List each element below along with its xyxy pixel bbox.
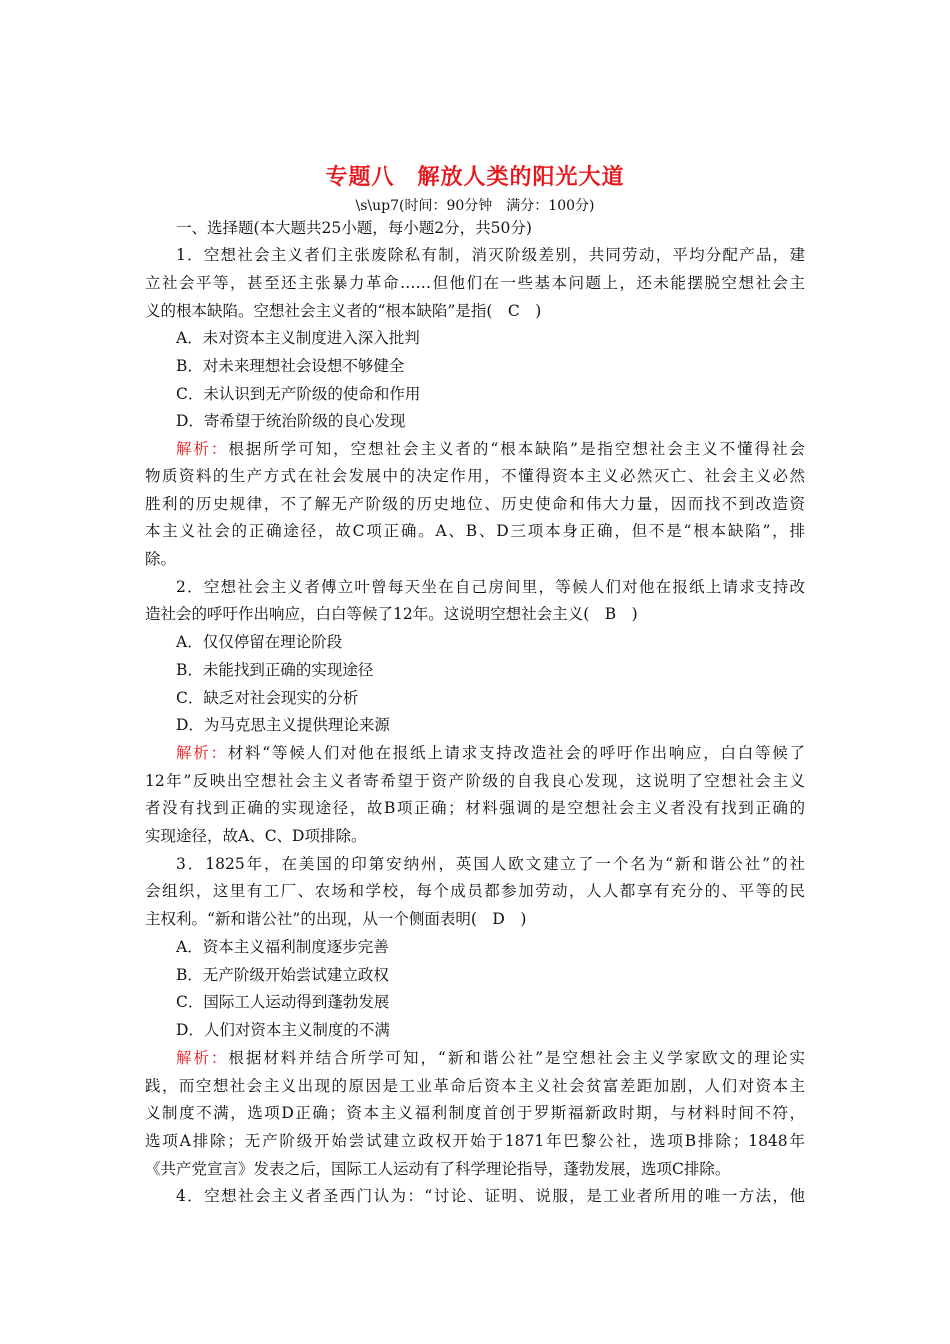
page-title: 专题八 解放人类的阳光大道 [325, 164, 625, 190]
explanation-label: 解析： [176, 1049, 229, 1067]
question-1-explanation-line-1: 解析：根据所学可知，空想社会主义者的“根本缺陷”是指空想社会主义不懂得社会 [176, 440, 805, 458]
question-1-line-3: 义的根本缺陷。空想社会主义者的“根本缺陷”是指( C ) [145, 302, 542, 320]
explanation-label: 解析： [176, 744, 228, 762]
question-2-option-b: B．未能找到正确的实现途径 [176, 661, 374, 679]
question-2-line-1: 2．空想社会主义者傅立叶曾每天坐在自己房间里，等候人们对他在报纸上请求支持改 [176, 578, 805, 596]
section-heading: 一、选择题(本大题共25小题，每小题2分，共50分) [176, 219, 532, 237]
question-2-explanation-line-4: 实现途径，故A、C、D项排除。 [145, 827, 367, 845]
question-1-explanation-line-3: 胜利的历史规律，不了解无产阶级的历史地位、历史使命和伟大力量，因而找不到改造资 [145, 495, 805, 513]
question-3-option-a: A．资本主义福利制度逐步完善 [176, 938, 389, 956]
question-2-explanation-line-3: 者没有找到正确的实现途径，故B项正确；材料强调的是空想社会主义者没有找到正确的 [145, 799, 805, 817]
question-2-option-c: C．缺乏对社会现实的分析 [176, 689, 359, 707]
explanation-label: 解析： [176, 440, 229, 458]
question-3-option-b: B．无产阶级开始尝试建立政权 [176, 966, 389, 984]
question-1-explanation-line-2: 物质资料的生产方式在社会发展中的决定作用，不懂得资本主义必然灭亡、社会主义必然 [145, 467, 805, 485]
question-3-explanation-line-4: 选项A排除；无产阶级开始尝试建立政权开始于1871年巴黎公社，选项B排除；1848年 [145, 1132, 805, 1150]
question-2-option-a: A．仅仅停留在理论阶段 [176, 633, 343, 651]
question-1-option-b: B．对未来理想社会设想不够健全 [176, 357, 405, 375]
question-2-line-2: 造社会的呼吁作出响应，白白等候了12年。这说明空想社会主义( B ) [145, 605, 638, 623]
question-3-option-d: D．人们对资本主义制度的不满 [176, 1021, 390, 1039]
question-3-explanation-line-3: 义制度不满，选项D正确；资本主义福利制度首创于罗斯福新政时期，与材料时间不符， [145, 1104, 805, 1122]
question-3-explanation-line-5: 《共产党宣言》发表之后，国际工人运动有了科学理论指导，蓬勃发展，选项C排除。 [145, 1160, 731, 1178]
question-3-line-1: 3．1825年，在美国的印第安纳州，英国人欧文建立了一个名为“新和谐公社”的社 [176, 855, 805, 873]
question-1-option-c: C．未认识到无产阶级的使命和作用 [176, 385, 421, 403]
question-4-line-1: 4．空想社会主义者圣西门认为：“讨论、证明、说服，是工业者所用的唯一方法，他 [176, 1187, 805, 1205]
question-3-explanation-line-1: 解析：根据材料并结合所学可知，“新和谐公社”是空想社会主义学家欧文的理论实 [176, 1049, 805, 1067]
question-2-explanation-line-2: 12年”反映出空想社会主义者寄希望于资产阶级的自我良心发现，这说明了空想社会主义 [145, 772, 805, 790]
question-3-explanation-line-2: 践，而空想社会主义出现的原因是工业革命后资本主义社会贫富差距加剧，人们对资本主 [145, 1077, 805, 1095]
question-2-explanation-line-1: 解析：材料“等候人们对他在报纸上请求支持改造社会的呼吁作出响应，白白等候了 [176, 744, 805, 762]
question-1-option-d: D．寄希望于统治阶级的良心发现 [176, 412, 406, 430]
question-3-line-3: 主权利。“新和谐公社”的出现，从一个侧面表明( D ) [145, 910, 527, 928]
question-1-line-1: 1．空想社会主义者们主张废除私有制，消灭阶级差别，共同劳动，平均分配产品，建 [176, 246, 805, 264]
question-1-line-2: 立社会平等，甚至还主张暴力革命……但他们在一些基本问题上，还未能摆脱空想社会主 [145, 274, 805, 292]
question-1-explanation-line-5: 除。 [145, 550, 177, 568]
question-1-option-a: A．未对资本主义制度进入深入批判 [176, 329, 420, 347]
question-2-option-d: D．为马克思主义提供理论来源 [176, 716, 390, 734]
question-3-line-2: 会组织，这里有工厂、农场和学校，每个成员都参加劳动，人人都享有充分的、平等的民 [145, 882, 805, 900]
question-1-explanation-line-4: 本主义社会的正确途径，故C项正确。A、B、D三项本身正确，但不是“根本缺陷”，排 [145, 522, 805, 540]
page-subtitle: \s\up7(时间：90分钟 满分：100分) [355, 198, 595, 214]
question-3-option-c: C．国际工人运动得到蓬勃发展 [176, 993, 390, 1011]
